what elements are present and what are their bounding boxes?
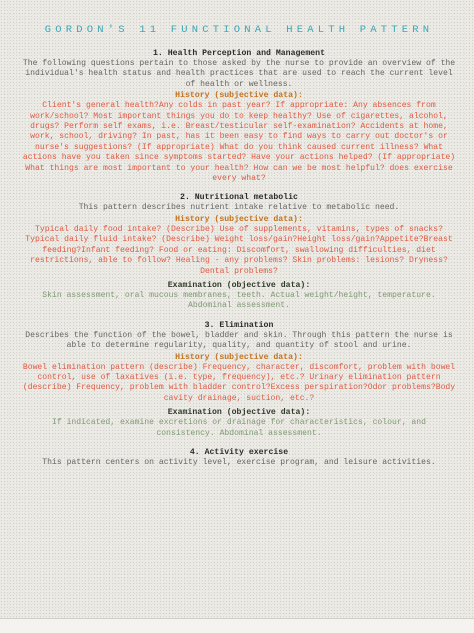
history-text: Client's general health?Any colds in past year? If appropriate: Any absences from work/school? Most important things you do to keep healthy? Use of cigarettes, alcohol, drugs? Perform self exams, i.e. Breast/testicular self-examination? Accidents at home, work, school, driving? In past, has it been easy to find ways to carry out doctor's or nurse's suggestions? (If appropriate) What do you think caused current illness? What actions have you taken since symptoms started? Have your actions helped? (If appropriate) What things are most important to your health? How can we be most helpful? does exercise every what? (22, 101, 456, 184)
section-heading: 4. Activity exercise (189, 447, 289, 457)
section-heading: 2. Nutritional metabolic (180, 193, 298, 203)
section-elimination (22, 321, 456, 439)
section-heading: 3. Elimination (204, 320, 274, 330)
section-intro: This pattern describes nutrient intake relative to metabolic need. (78, 203, 400, 213)
history-text: Bowel elimination pattern (describe) Frequency, character, discomfort, problem with bowel control, use of laxatives (i.e. type, frequency), etc.? Urinary elimination pattern (describe) Frequency, problem with bladder control?Excess perspiration?Odor problems?Body cavity drainage, suction, etc.? (22, 362, 456, 403)
section-heading: 1. Health Perception and Management (153, 49, 325, 58)
page-break (0, 618, 474, 633)
section-nutritional-metabolic (22, 193, 456, 311)
section-intro: This pattern centers on activity level, exercise program, and leisure activities. (42, 457, 436, 467)
history-label: History (subjective data): (175, 352, 303, 362)
history-text: Typical daily food intake? (Describe) Use of supplements, vitamins, types of snacks? Typical daily fluid intake? (Describe) Weight loss/gain?Height loss/gain?Appetite?Breast feeding?Infant feeding? Food or eating: Discomfort, swallowing difficulties, diet restrictions, able to follow? Healing - any problems? Skin problems: lesions? Dryness?Dental problems? (25, 224, 453, 276)
history-label: History (subjective data): (175, 214, 303, 224)
exam-text: If indicated, examine excretions or drainage for characteristics, colour, and consistency. Abdominal assessment. (52, 418, 426, 438)
exam-label: Examination (objective data): (167, 408, 311, 418)
exam-label: Examination (objective data): (167, 280, 311, 290)
history-label: History (subjective data): (175, 91, 303, 101)
section-activity-exercise (22, 448, 456, 468)
exam-text: Skin assessment, oral mucous membranes, teeth. Actual weight/height, temperature. Abdominal assessment. (42, 290, 436, 311)
document-title: GORDON'S 11 FUNCTIONAL HEALTH PATTERN (44, 24, 434, 36)
section-health-perception (22, 49, 456, 184)
section-intro: Describes the function of the bowel, bladder and skin. Through this pattern the nurse is able to determine regularity, quality, and quantity of stool and urine. (25, 330, 453, 351)
section-intro: The following questions pertain to those asked by the nurse to provide an overview of the individual's health status and health practices that are used to reach the current level of health or wellness. (22, 59, 456, 89)
